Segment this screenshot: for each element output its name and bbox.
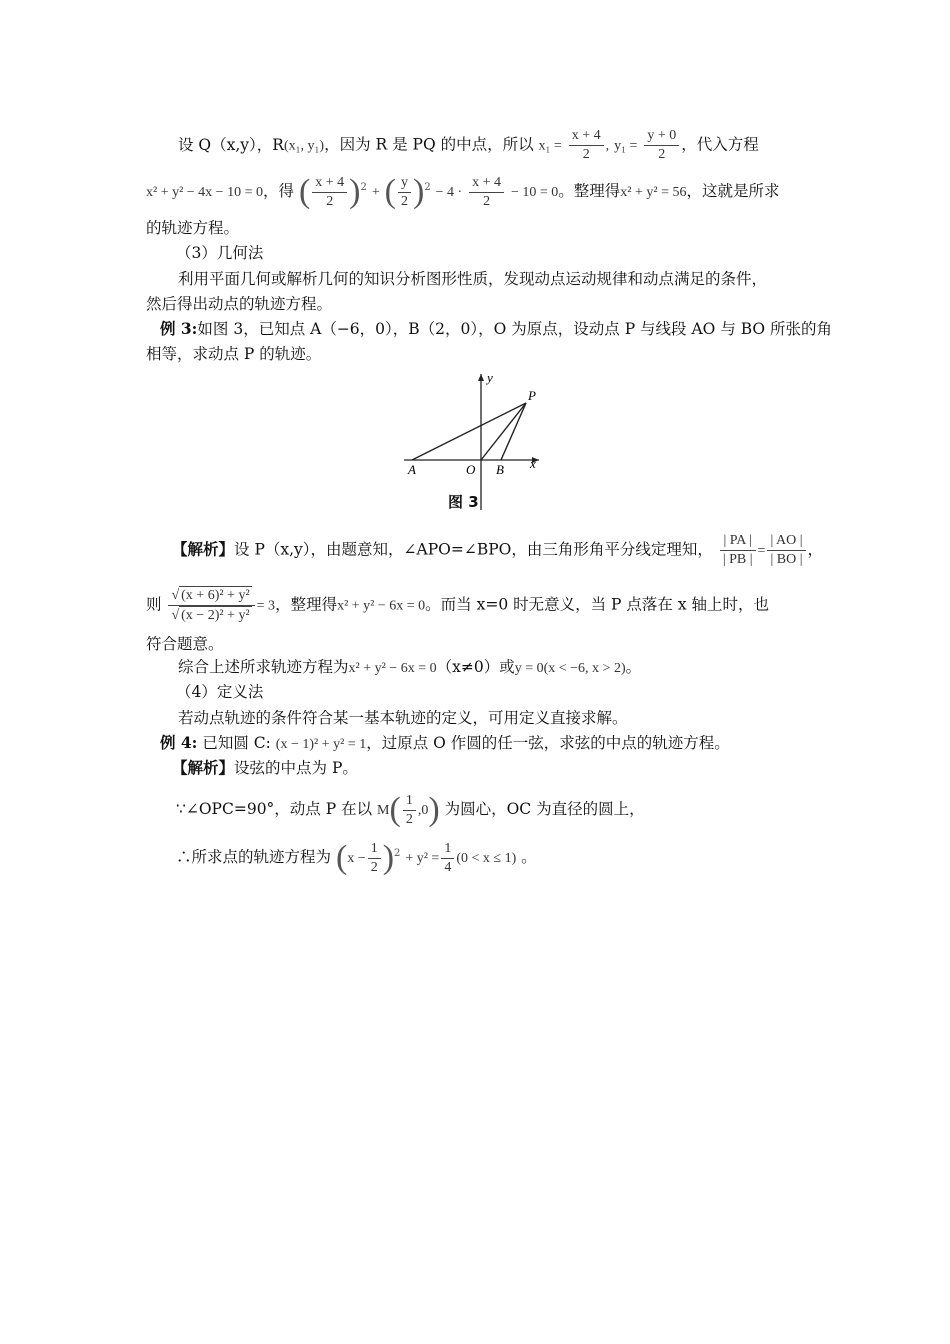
denominator: | BO | xyxy=(770,552,803,567)
label-x: x xyxy=(530,456,536,471)
numerator: √ (x + 6)² + y² xyxy=(168,586,254,606)
math-plus-y: + y² = xyxy=(405,851,440,866)
fraction-half xyxy=(403,792,416,829)
solution-3-summary xyxy=(178,656,840,680)
segment-bp xyxy=(501,403,526,460)
equals: = xyxy=(757,543,766,559)
numerator: | PA | xyxy=(720,532,756,551)
numerator: y + 0 xyxy=(644,127,679,146)
math-mid: − 4 · xyxy=(435,185,463,200)
paragraph-tail: 的轨迹方程。 xyxy=(146,219,240,237)
section-heading-geometry: （3）几何法 xyxy=(176,244,264,262)
text: 设 P（x,y），由题意知，∠APO=∠BPO，由三角形角平分线定理知， xyxy=(234,540,713,559)
solution-4-line2 xyxy=(176,790,838,830)
fraction-1 xyxy=(312,174,347,211)
solution-4-line3: ∴所求点的轨迹方程为 (x − $\frac{1}{2}$ )$^2$ + y² = $\frac{1}{4}$ (0 < x ≤ 1) 。 xyxy=(176,839,537,876)
denominator: 2 xyxy=(405,811,413,827)
text: ，因为 R 是 PQ 的中点，所以 xyxy=(324,135,534,154)
label-y: y xyxy=(487,370,493,385)
label-a: A xyxy=(408,462,416,477)
example-label: 例 3: xyxy=(160,319,198,338)
fraction-2 xyxy=(398,174,411,211)
text: ∵∠OPC=90°，动点 P 在以 xyxy=(176,800,373,818)
numerator: 1 xyxy=(441,840,454,859)
text: 。整理得 xyxy=(558,182,621,200)
math-m: M xyxy=(377,803,390,818)
paren-left: ( xyxy=(384,173,396,210)
example-4 xyxy=(160,732,822,756)
numerator: x + 4 xyxy=(312,174,347,193)
denominator: | PB | xyxy=(722,552,753,567)
math-condition: (0 < x ≤ 1) xyxy=(456,851,517,866)
numerator: y xyxy=(398,174,411,193)
example-label: 例 4: xyxy=(160,733,198,752)
label-b: B xyxy=(496,462,504,477)
numerator: 1 xyxy=(403,792,416,811)
numerator: | AO | xyxy=(767,532,805,551)
math-eq: y = 0(x < −6, x > 2) xyxy=(514,661,626,676)
text: 已知圆 C: xyxy=(202,734,271,752)
math-tail: − 10 = 0 xyxy=(510,185,559,200)
text: 为圆心，OC 为直径的圆上， xyxy=(444,800,645,818)
paragraph-midpoint xyxy=(146,127,808,164)
label-o: O xyxy=(466,462,476,477)
figure-caption: 图 3 xyxy=(448,493,479,511)
text: （x≠0）或 xyxy=(436,658,515,676)
section-description: 然后得出动点的轨迹方程。 xyxy=(146,295,333,313)
text: ，整理得 xyxy=(275,595,338,614)
paren-right: ) xyxy=(382,839,395,876)
paren-left: ( xyxy=(298,173,311,210)
paren-left: ( xyxy=(389,791,401,828)
text: 。 xyxy=(625,658,642,676)
fraction-y1 xyxy=(644,127,679,164)
numerator: x + 4 xyxy=(469,174,504,193)
text: 综合上述所求轨迹方程为 xyxy=(178,658,349,676)
solution-label: 【解析】 xyxy=(172,758,235,777)
denominator: 4 xyxy=(444,859,452,875)
text: ∴所求点的轨迹方程为 xyxy=(176,848,332,866)
text: 则 xyxy=(146,595,162,614)
text: 。 xyxy=(521,848,537,866)
text: ，这就是所求 xyxy=(686,182,780,200)
paren-right: ) xyxy=(428,791,440,828)
sqrt-numerator: (x + 6)² + y² xyxy=(181,588,250,603)
numerator: 1 xyxy=(368,840,381,859)
label-p: P xyxy=(528,388,536,403)
math-x1: x₁ = xyxy=(538,138,562,154)
denominator: 2 xyxy=(582,147,590,162)
fraction-quarter xyxy=(441,840,454,877)
denominator: 2 xyxy=(483,193,491,209)
segment-op xyxy=(481,403,526,460)
denominator: 2 xyxy=(658,147,666,162)
math-r-coord: (x₁, y₁) xyxy=(283,138,325,154)
math-circle-eq: (x − 1)² + y² = 1 xyxy=(275,737,367,752)
fraction-pa-pb xyxy=(720,532,756,569)
text: 设 Q（x,y），R xyxy=(178,135,284,154)
solution-3-line1 xyxy=(172,532,834,569)
solution-4-line1 xyxy=(172,757,834,779)
example-text: 相等，求动点 P 的轨迹。 xyxy=(146,345,322,363)
fraction-ao-bo xyxy=(767,532,805,569)
solution-label: 【解析】 xyxy=(172,539,235,559)
math-result: x² + y² − 6x = 0 xyxy=(337,598,426,614)
y-axis-arrow xyxy=(478,374,484,381)
section-description: 利用平面几何或解析几何的知识分析图形性质，发现动点运动规律和动点满足的条件， xyxy=(178,270,768,288)
solution-3-line2 xyxy=(146,586,808,625)
math-eq: x² + y² − 6x = 0 xyxy=(348,661,437,676)
text: ，得 xyxy=(262,182,294,200)
math-x-minus: x − xyxy=(347,851,366,866)
fraction-x1 xyxy=(569,127,604,164)
example-3 xyxy=(160,318,833,340)
denominator: 2 xyxy=(400,193,408,209)
fraction-sqrt-ratio xyxy=(168,586,254,625)
section-description: 若动点轨迹的条件符合某一基本轨迹的定义，可用定义直接求解。 xyxy=(178,709,628,727)
segment-ap xyxy=(412,403,526,460)
text: ， xyxy=(807,540,824,559)
math-eq: = 3 xyxy=(256,598,276,614)
numerator: x + 4 xyxy=(569,127,604,146)
text: 。而当 x=0 时无意义，当 P 点落在 x 轴上时，也 xyxy=(425,595,769,614)
solution-3-line3: 符合题意。 xyxy=(146,635,224,653)
text: ，过原点 O 作圆的任一弦，求弦的中点的轨迹方程。 xyxy=(366,734,730,752)
section-heading-definition: （4）定义法 xyxy=(176,683,264,701)
example-text: 如图 3，已知点 A（−6，0），B（2，0），O 为原点，设动点 P 与线段 AO 与 BO 所张的角 xyxy=(197,320,833,338)
math-y1: y₁ = xyxy=(614,138,638,154)
paragraph-substitute: x² + y² − 4x − 10 = 0，得 ( $\frac{x + 4}{2}$ )$^2$ + ( $\frac{y}{2}$ )$^2$ − 4 · $\frac{x + 4}{2}$ − 10 = 0。整理得x² + y² = 56，这就是所求 xyxy=(146,173,780,210)
denominator: √ (x − 2)² + y² xyxy=(171,608,250,623)
text: ，代入方程 xyxy=(681,135,759,154)
denominator: 2 xyxy=(370,859,378,875)
math-circle-eq: x² + y² − 4x − 10 = 0 xyxy=(146,185,263,200)
sqrt-denominator: (x − 2)² + y² xyxy=(181,608,250,623)
denominator: 2 xyxy=(326,193,334,209)
math-tail: ,0 xyxy=(417,803,429,818)
text: 设弦的中点为 P。 xyxy=(234,759,358,777)
paren-left: ( xyxy=(335,839,348,876)
fraction-3 xyxy=(469,174,504,211)
paren-right: ) xyxy=(349,173,361,210)
math-result: x² + y² = 56 xyxy=(620,185,687,200)
comma: , xyxy=(605,138,610,154)
figure-3-diagram xyxy=(404,370,554,515)
paren-right: ) xyxy=(412,173,425,210)
fraction-half xyxy=(368,840,381,877)
